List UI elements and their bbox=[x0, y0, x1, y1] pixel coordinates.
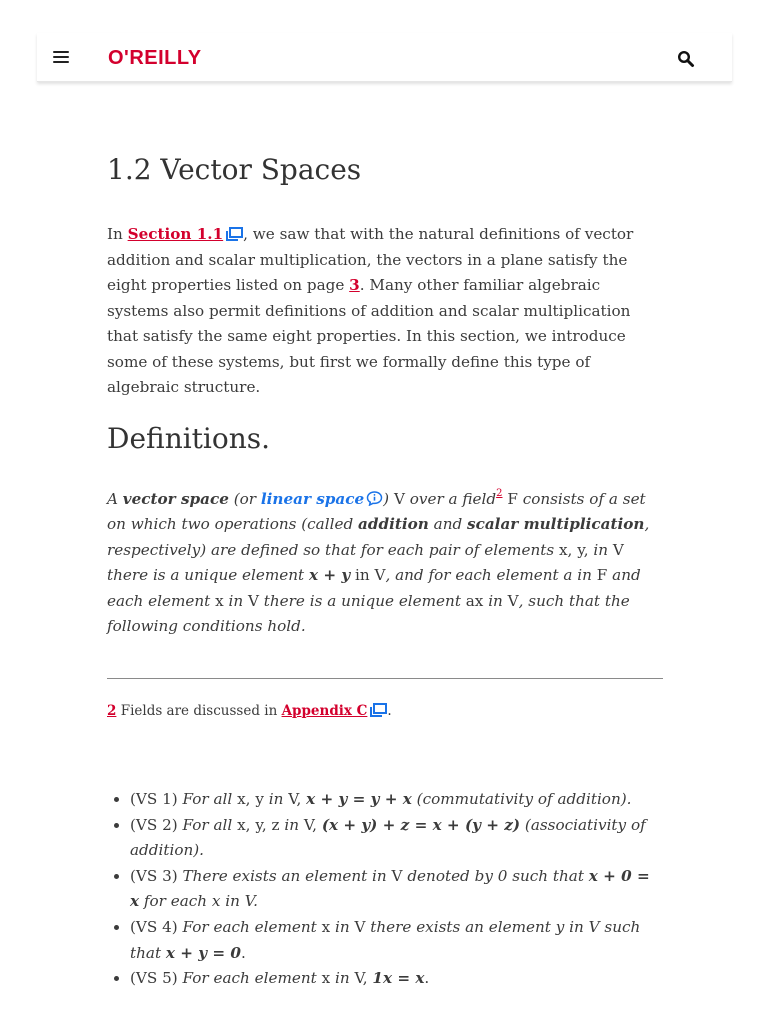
axiom-symbol: V bbox=[303, 815, 313, 834]
external-link-icon[interactable] bbox=[226, 224, 243, 238]
def-text: and bbox=[428, 515, 468, 534]
definitions-heading: Definitions. bbox=[107, 421, 271, 455]
axiom-text: For all bbox=[182, 815, 238, 834]
intro-text: In bbox=[107, 225, 128, 243]
axiom-text: . bbox=[424, 969, 430, 988]
def-symbol: V bbox=[507, 591, 519, 610]
axiom-symbol: V bbox=[354, 918, 366, 937]
def-symbol: V bbox=[393, 489, 405, 508]
axiom-text: For all bbox=[182, 790, 238, 809]
def-text: there is a unique element bbox=[258, 591, 466, 610]
axiom-symbol: V bbox=[391, 866, 403, 885]
list-item bbox=[130, 966, 663, 992]
axiom-text: , bbox=[312, 815, 322, 834]
def-symbol: x, y, bbox=[558, 540, 589, 559]
footnote bbox=[107, 701, 663, 721]
axiom-symbol: V bbox=[288, 790, 297, 809]
axiom-text: For each element bbox=[182, 969, 322, 988]
def-text: consists of a set on which two operations (called bbox=[107, 489, 646, 534]
def-symbol: x bbox=[215, 591, 224, 610]
intro-text: . Many other familiar algebraic systems also permit definitions of addition and scalar multiplication that satisfy the same eight properties. In this section, we introduce some of these systems, but first we formally define this type of algebraic structure. bbox=[107, 276, 631, 396]
footnote-divider bbox=[107, 678, 663, 679]
math-expression: x + y bbox=[308, 566, 351, 585]
def-text: ) bbox=[383, 489, 394, 508]
def-text: over a field bbox=[404, 489, 497, 508]
math-expression: x + y = 0 bbox=[165, 943, 241, 962]
section-1-1-link[interactable]: Section 1.1 bbox=[127, 225, 224, 243]
axiom-text: , bbox=[362, 969, 373, 988]
section-title: 1.2 Vector Spaces bbox=[107, 153, 362, 186]
def-symbol: ax bbox=[465, 591, 484, 610]
axiom-symbol: V bbox=[354, 969, 363, 988]
def-text: , such that the following conditions hold. bbox=[107, 591, 630, 636]
axiom-text: in bbox=[330, 969, 355, 988]
math-expression: x + y = y + x bbox=[306, 790, 412, 809]
list-item bbox=[130, 864, 663, 915]
glossary-link-linear-space[interactable]: linear space bbox=[260, 489, 365, 508]
axiom-text: there exists an element y in V such that bbox=[130, 918, 641, 962]
axiom-list bbox=[107, 787, 663, 992]
axiom-text: There exists an element in bbox=[182, 866, 392, 885]
def-text: in bbox=[350, 566, 375, 585]
search-icon[interactable] bbox=[677, 50, 695, 68]
def-symbol: V bbox=[247, 591, 259, 610]
def-text: , and for each element a in bbox=[385, 566, 597, 585]
external-link-icon[interactable] bbox=[370, 703, 387, 717]
footnote-text: Fields are discussed in bbox=[116, 703, 282, 720]
def-symbol: F bbox=[502, 489, 523, 508]
math-expression: 1x = x bbox=[372, 969, 425, 988]
menu-icon[interactable] bbox=[53, 51, 69, 65]
axiom-label: (VS 4) bbox=[130, 918, 183, 937]
def-text: (or bbox=[228, 489, 261, 508]
appendix-c-link[interactable]: Appendix C bbox=[281, 703, 368, 720]
math-expression: x + 0 = x bbox=[130, 866, 650, 911]
page-3-link[interactable]: 3 bbox=[349, 276, 360, 294]
axiom-text: . bbox=[240, 943, 246, 962]
def-text: , respectively) are defined so that for each pair of elements bbox=[107, 515, 650, 559]
axiom-symbol: x bbox=[321, 969, 331, 988]
def-symbol: V bbox=[612, 540, 624, 559]
axiom-label: (VS 3) bbox=[130, 866, 183, 885]
intro-paragraph bbox=[107, 222, 663, 401]
axiom-text: in bbox=[263, 790, 289, 809]
footnote-text: . bbox=[387, 703, 392, 720]
footnote-backlink-2[interactable]: 2 bbox=[107, 703, 117, 720]
axiom-text: For each element bbox=[182, 918, 322, 937]
glossary-info-icon[interactable] bbox=[366, 489, 383, 504]
axiom-label: (VS 2) bbox=[130, 815, 183, 834]
list-item bbox=[130, 813, 663, 864]
def-text: in bbox=[483, 591, 508, 610]
math-expression: (x + y) + z = x + (y + z) bbox=[321, 815, 521, 834]
def-text: and each element bbox=[107, 566, 641, 610]
intro-text: , we saw that with the natural definitions of vector addition and scalar multiplication, the vectors in a plane satisfy the eight properties listed on page bbox=[107, 225, 634, 294]
def-symbol: F bbox=[596, 566, 608, 585]
def-text: in bbox=[223, 591, 248, 610]
axiom-label: (VS 1) bbox=[130, 790, 183, 809]
axiom-text: in bbox=[279, 815, 304, 834]
axiom-text: denoted by 0 such that bbox=[402, 866, 589, 885]
top-navigation-bar bbox=[37, 33, 732, 82]
list-item bbox=[130, 915, 663, 966]
def-symbol: V bbox=[374, 566, 386, 585]
term-vector-space: vector space bbox=[122, 489, 229, 508]
term-scalar-multiplication: scalar multiplication bbox=[467, 515, 645, 534]
axiom-text: (associativity of addition). bbox=[130, 815, 646, 860]
def-text: there is a unique element bbox=[107, 566, 309, 585]
axiom-text: , bbox=[296, 790, 307, 809]
def-text: in bbox=[588, 540, 613, 559]
axiom-symbol: x bbox=[321, 918, 331, 937]
axiom-text: in bbox=[330, 918, 355, 937]
def-text: A bbox=[107, 489, 123, 508]
oreilly-logo[interactable]: O'REILLY bbox=[108, 47, 202, 69]
footnote-ref-2[interactable]: 2 bbox=[496, 487, 503, 499]
axiom-symbol: x, y bbox=[237, 790, 264, 809]
axiom-text: (commutativity of addition). bbox=[411, 790, 632, 809]
axiom-label: (VS 5) bbox=[130, 969, 183, 988]
book-content bbox=[107, 150, 663, 992]
term-addition: addition bbox=[358, 515, 429, 534]
axiom-text: for each x in V. bbox=[139, 892, 258, 911]
list-item bbox=[130, 787, 663, 813]
definition-paragraph bbox=[107, 481, 663, 641]
axiom-symbol: x, y, z bbox=[237, 815, 280, 834]
